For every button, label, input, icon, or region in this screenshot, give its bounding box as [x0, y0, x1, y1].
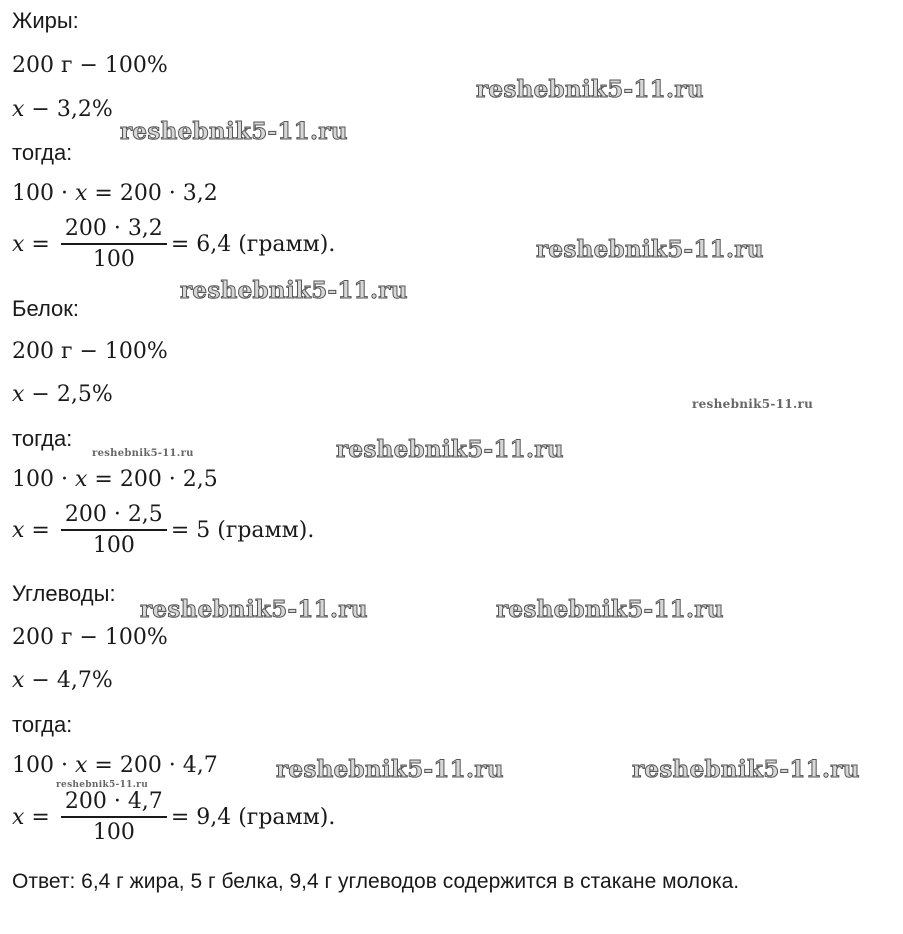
watermark: reshebnik5-11.ru — [496, 596, 724, 623]
variable-x: x — [12, 97, 25, 122]
equals-sign: = — [24, 231, 57, 257]
fraction — [61, 791, 167, 844]
variable-x: x — [12, 231, 25, 257]
ratio-line-protein: 200 г − 100% — [12, 339, 168, 364]
variable-x: x — [74, 753, 88, 778]
watermark: reshebnik5-11.ru — [536, 236, 764, 263]
product-left: 100 · — [12, 181, 75, 206]
fraction-denominator: 100 — [92, 533, 135, 558]
watermark: reshebnik5-11.ru — [476, 76, 704, 103]
watermark: reshebnik5-11.ru — [276, 756, 504, 783]
then-label-carbs: тогда: — [12, 712, 73, 737]
equals-sign: = — [24, 517, 57, 543]
watermark: reshebnik5-11.ru — [56, 780, 149, 790]
product-line-carbs — [12, 755, 218, 777]
percent-value: − 4,7% — [24, 668, 113, 693]
section-header-protein: Белок: — [12, 296, 79, 321]
variable-x: x — [12, 517, 25, 543]
percent-value: − 3,2% — [24, 97, 113, 122]
watermark: reshebnik5-11.ru — [92, 448, 194, 459]
fraction-result: = 5 (грамм). — [170, 517, 315, 543]
fraction-numerator: 200 · 3,2 — [61, 218, 167, 245]
ratio-line-fats: 200 г − 100% — [12, 53, 168, 78]
fraction-line-protein — [12, 504, 314, 557]
product-line-fats — [12, 183, 218, 205]
section-header-fats: Жиры: — [12, 8, 79, 33]
variable-x: x — [12, 382, 25, 407]
fraction-numerator: 200 · 2,5 — [61, 504, 167, 531]
variable-line-carbs — [12, 670, 113, 692]
product-right: = 200 · 3,2 — [87, 181, 218, 206]
variable-x: x — [12, 804, 25, 830]
fraction-result: = 9,4 (грамм). — [170, 804, 336, 830]
variable-line-protein — [12, 384, 113, 406]
watermark: reshebnik5-11.ru — [336, 436, 564, 463]
watermark: reshebnik5-11.ru — [120, 118, 348, 145]
variable-line-fats — [12, 99, 113, 121]
fraction-numerator: 200 · 4,7 — [61, 791, 167, 818]
then-label-protein: тогда: — [12, 426, 73, 451]
fraction — [61, 218, 167, 271]
fraction-line-fats — [12, 218, 335, 271]
ratio-line-carbs: 200 г − 100% — [12, 625, 168, 650]
fraction-result: = 6,4 (грамм). — [170, 231, 336, 257]
watermark: reshebnik5-11.ru — [180, 277, 408, 304]
product-right: = 200 · 2,5 — [87, 467, 218, 492]
section-header-carbs: Углеводы: — [12, 581, 116, 606]
product-left: 100 · — [12, 467, 75, 492]
watermark: reshebnik5-11.ru — [692, 397, 814, 411]
fraction-denominator: 100 — [92, 820, 135, 845]
fraction — [61, 504, 167, 557]
product-left: 100 · — [12, 753, 75, 778]
fraction-line-carbs — [12, 791, 335, 844]
watermark: reshebnik5-11.ru — [140, 596, 368, 623]
variable-x: x — [12, 668, 25, 693]
watermark: reshebnik5-11.ru — [632, 756, 860, 783]
equals-sign: = — [24, 804, 57, 830]
variable-x: x — [74, 467, 88, 492]
percent-value: − 2,5% — [24, 382, 113, 407]
answer-text: Ответ: 6,4 г жира, 5 г белка, 9,4 г углеводов содержится в стакане молока. — [12, 870, 740, 893]
variable-x: x — [74, 181, 88, 206]
product-line-protein — [12, 469, 218, 491]
product-right: = 200 · 4,7 — [87, 753, 218, 778]
then-label-fats: тогда: — [12, 140, 73, 165]
fraction-denominator: 100 — [92, 247, 135, 272]
